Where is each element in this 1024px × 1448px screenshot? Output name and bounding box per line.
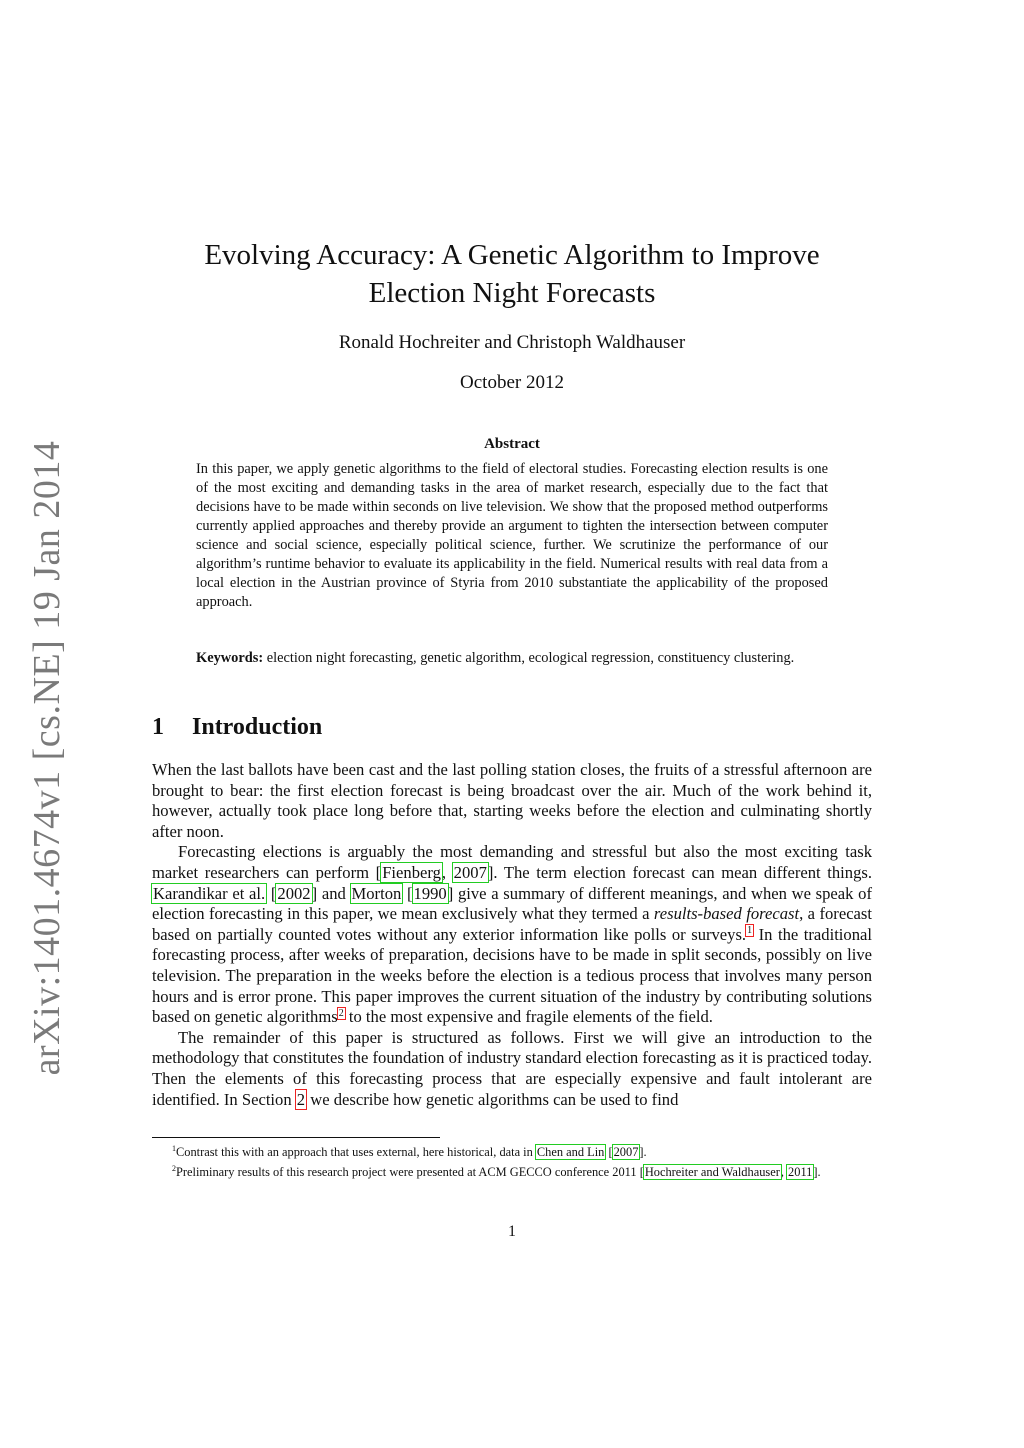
keywords-text: election night forecasting, genetic algorithm, ecological regression, constituency clustering. bbox=[266, 650, 795, 666]
citation-link[interactable]: 2007 bbox=[613, 1145, 639, 1160]
footnote-ref-1[interactable]: 1 bbox=[747, 925, 753, 937]
text: ] give a summary of different meanings, and when we speak of election forecasting in this paper, we mean exclusively what they termed a bbox=[152, 883, 872, 924]
paragraph-1: When the last ballots have been cast and the last polling station closes, the fruits of a stressful afternoon are brought to bear: the first election forecast is being broadcast over the air. Much of the work behind it, however, actually took place long before that, starting weeks before the election and culminating shortly after noon. bbox=[152, 760, 872, 841]
arxiv-stamp-text: arXiv:1401.4674v1 [cs.NE] 19 Jan 2014 bbox=[26, 440, 68, 1076]
text: ]. bbox=[813, 1164, 821, 1179]
date: October 2012 bbox=[460, 372, 564, 393]
text: , bbox=[780, 1164, 788, 1179]
footnote-2 bbox=[152, 1161, 872, 1181]
keywords bbox=[196, 649, 828, 668]
text: ] and bbox=[311, 883, 351, 903]
footnotes bbox=[152, 1141, 872, 1180]
abstract-heading: Abstract bbox=[484, 436, 540, 452]
citation-link[interactable]: 2007 bbox=[453, 862, 487, 882]
footnote-ref-2[interactable]: 2 bbox=[338, 1007, 344, 1019]
page-number: 1 bbox=[508, 1223, 516, 1240]
citation-link[interactable]: Morton bbox=[351, 883, 402, 903]
section-link[interactable]: 2 bbox=[296, 1089, 306, 1109]
keywords-label: Keywords: bbox=[196, 650, 264, 666]
text: Contrast this with an approach that uses external, here historical, data in bbox=[176, 1145, 536, 1160]
paper-title bbox=[150, 236, 874, 312]
authors: Ronald Hochreiter and Christoph Waldhauser bbox=[338, 332, 686, 353]
citation-link[interactable]: Fienberg bbox=[382, 862, 441, 882]
text: ]. bbox=[639, 1145, 647, 1160]
citation-link[interactable]: Karandikar et al. bbox=[153, 883, 266, 903]
text: to the most expensive and fragile elements of the field. bbox=[344, 1007, 713, 1027]
section-heading bbox=[152, 714, 322, 741]
text: , bbox=[441, 862, 453, 882]
citation-link[interactable]: 1990 bbox=[413, 883, 447, 903]
footnote-mark: 1 bbox=[172, 1144, 176, 1153]
body-text bbox=[152, 760, 872, 1110]
footnote-1 bbox=[152, 1141, 872, 1161]
citation-link[interactable]: 2002 bbox=[277, 883, 311, 903]
title-line-2: Election Night Forecasts bbox=[368, 277, 656, 309]
text: [ bbox=[402, 883, 413, 903]
title-line-1: Evolving Accuracy: A Genetic Algorithm to Improve bbox=[204, 239, 820, 271]
emphasis: results-based forecast bbox=[653, 904, 800, 924]
text: , a forecast based on partially counted votes without any exterior information like polls or surveys. bbox=[152, 904, 872, 944]
text: we describe how genetic algorithms can be used to find bbox=[306, 1089, 679, 1109]
section-number: 1 bbox=[152, 714, 164, 740]
paragraph-3 bbox=[152, 1028, 872, 1110]
footnote-divider bbox=[152, 1137, 440, 1138]
text: [ bbox=[266, 883, 277, 903]
citation-link[interactable]: Chen and Lin bbox=[536, 1145, 605, 1160]
abstract-text: In this paper, we apply genetic algorithms to the field of electoral studies. Forecasting election results is one of the most exciting and demanding tasks in the area of market research, especially due to the fact that decisions have to be made within seconds on live television. We show that the proposed method outperforms currently applied approaches and thereby provide an argument to tighten the intersection between computer science and social science, especially political science, further. We scrutinize the performance of our algorithm’s runtime behavior to evaluate its applicability in the field. Numerical results with real data from a local election in the Austrian province of Styria from 2010 substantiate the applicability of the proposed approach. bbox=[196, 461, 828, 610]
text: [ bbox=[605, 1145, 613, 1160]
text: The remainder of this paper is structured as follows. First we will give an introduction to the methodology that constitutes the foundation of industry standard election forecasting as it is practiced today. Then the elements of this forecasting process that are especially expensive and fault intolerant are identified. In Section bbox=[152, 1027, 872, 1109]
text: Preliminary results of this research project were presented at ACM GECCO conference 2011 [ bbox=[176, 1164, 644, 1179]
text: Forecasting elections is arguably the most demanding and stressful but also the most exciting task market researchers can perform [ bbox=[152, 842, 872, 882]
paragraph-2 bbox=[152, 842, 872, 1027]
citation-link[interactable]: Hochreiter and Waldhauser bbox=[644, 1164, 780, 1179]
footnote-mark: 2 bbox=[172, 1163, 176, 1173]
text: ]. The term election forecast can mean different things. bbox=[487, 862, 872, 882]
arxiv-stamp bbox=[24, 440, 70, 1076]
text: In the traditional forecasting process, after weeks of preparation, decisions have to be made in split seconds, possibly on live television. The preparation in the weeks before the election is a tedious process that involves many person hours and is error prone. This paper improves the current situation of the industry by contributing solutions based on genetic algorithms bbox=[152, 924, 872, 1027]
section-title: Introduction bbox=[192, 714, 323, 740]
citation-link[interactable]: 2011 bbox=[788, 1164, 813, 1179]
